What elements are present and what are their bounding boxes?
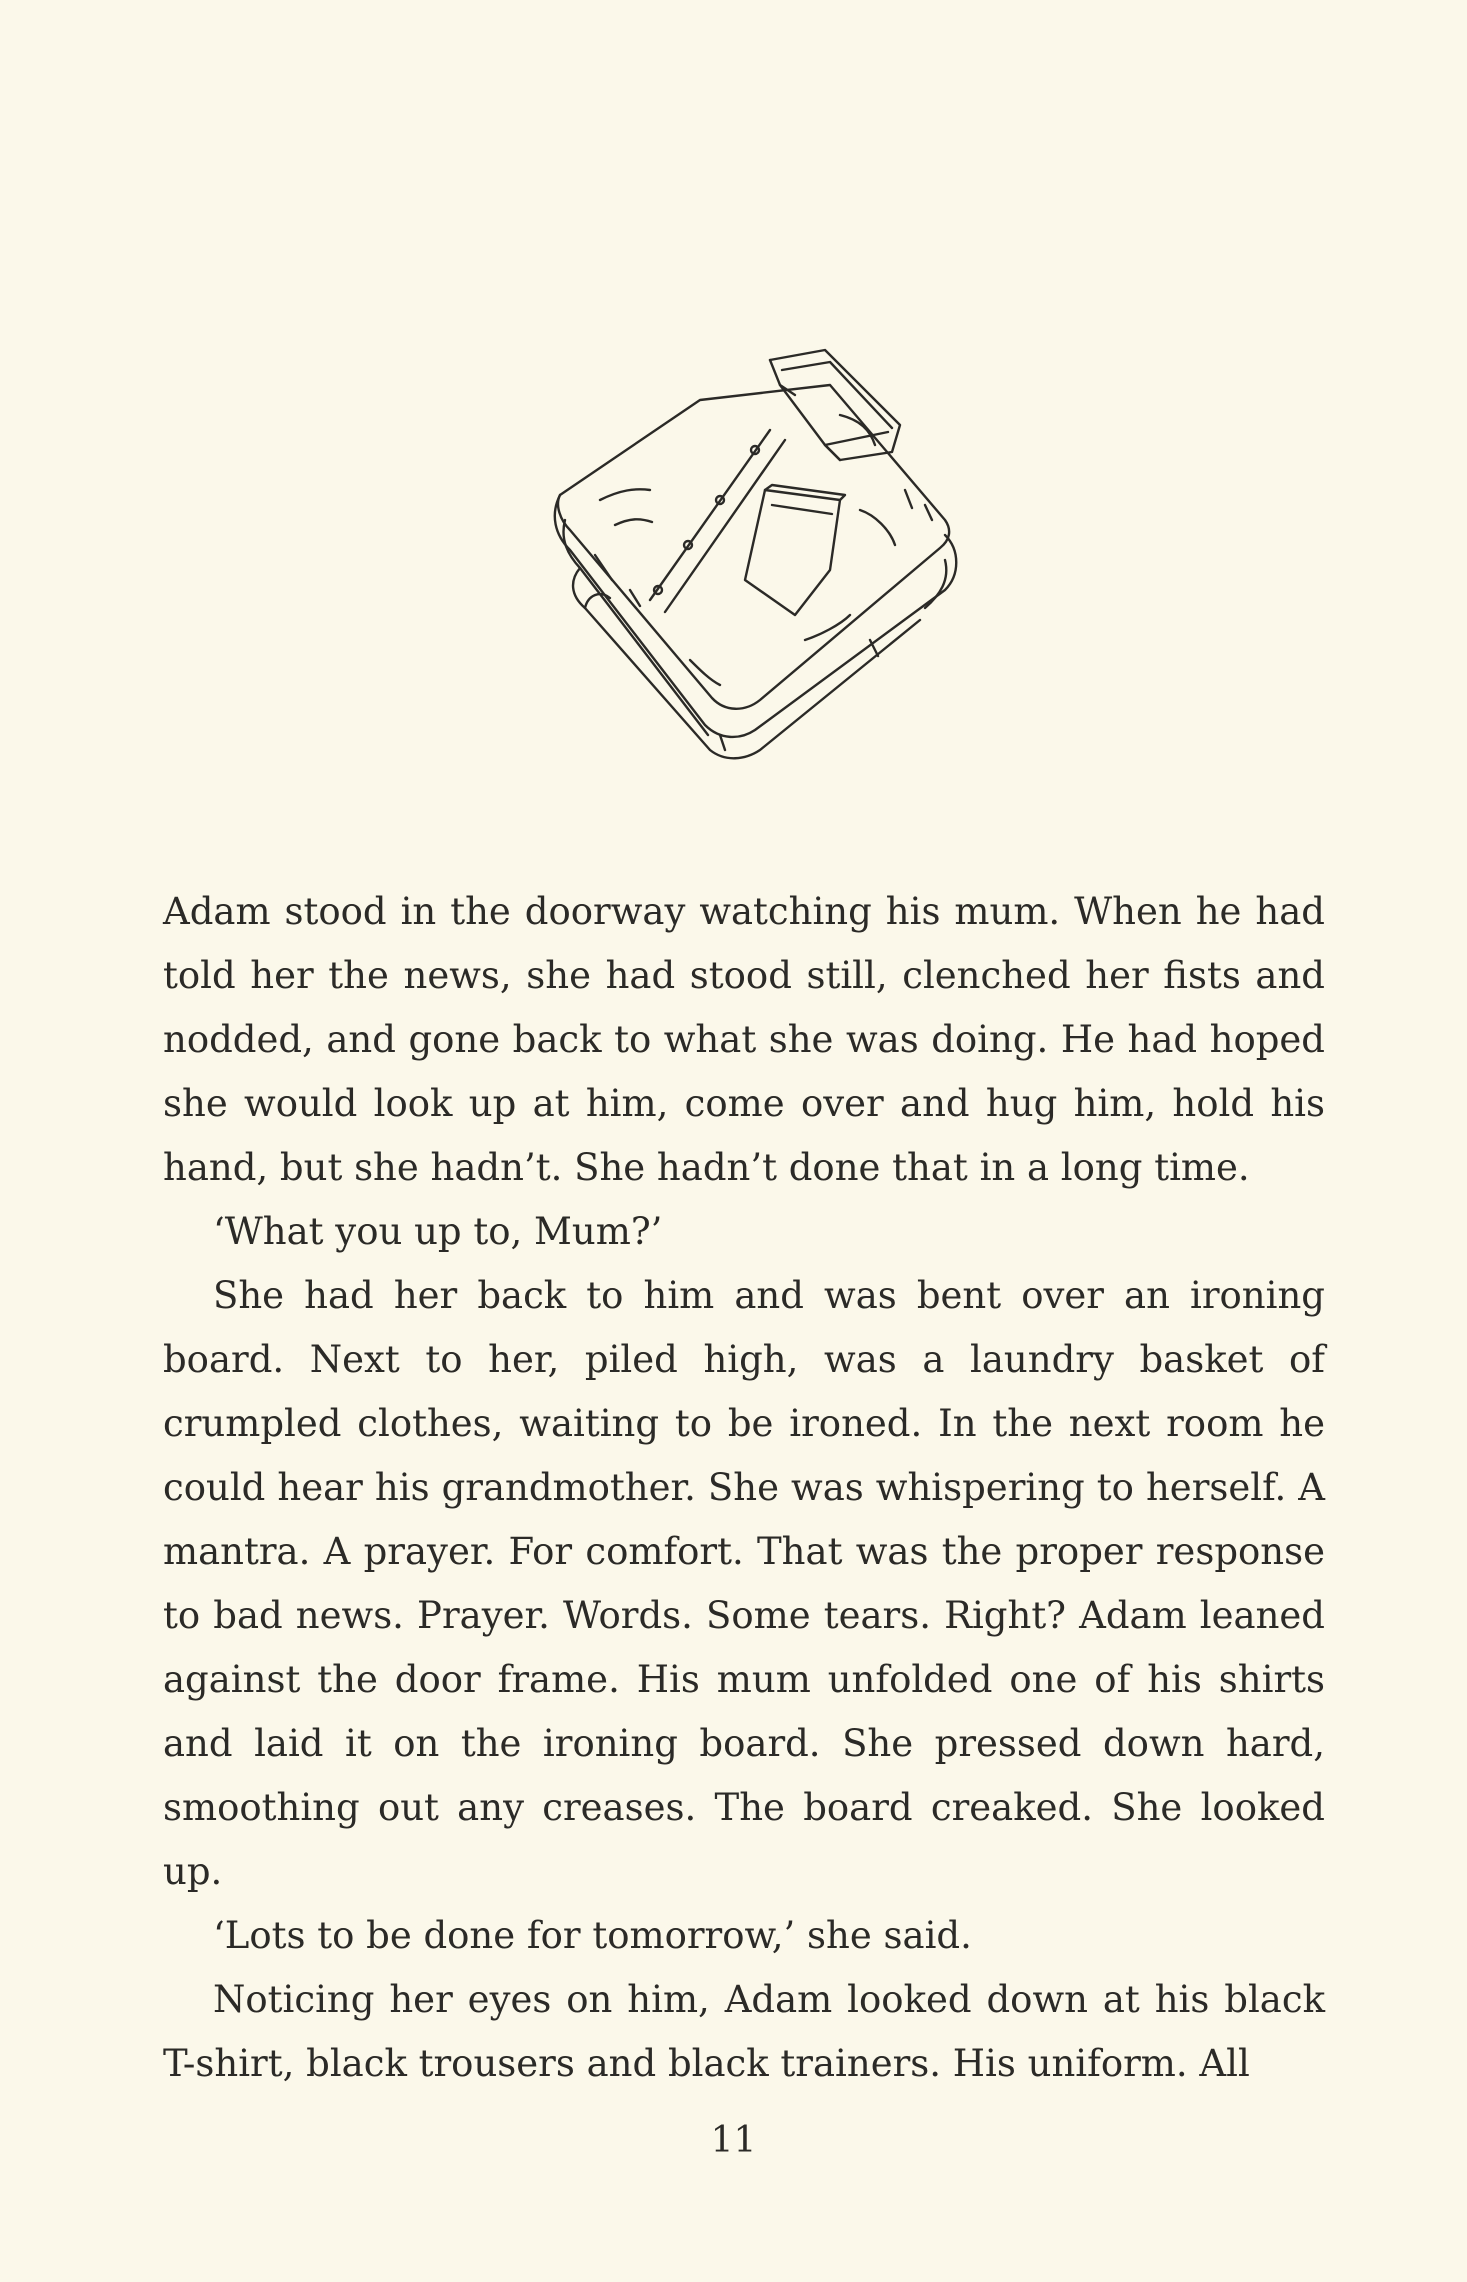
paragraph: ‘What you up to, Mum?’ bbox=[213, 1210, 663, 1253]
page-number: 11 bbox=[710, 2120, 757, 2161]
paragraph: ‘Lots to be done for tomorrow,’ she said. bbox=[213, 1914, 972, 1957]
folded-shirt-icon bbox=[540, 340, 960, 760]
paragraph: Adam stood in the doorway watching his mum. When he had told her the news, she had stood still, clenched her fists and nodded, and gone back to what she was doing. He had hoped she would look up at him, come over and hug him, hold his hand, but she hadn’t. She hadn’t done that in a long time. bbox=[163, 890, 1325, 1189]
paragraph: She had her back to him and was bent over an ironing board. Next to her, piled high, was a laundry basket of crumpled clothes, waiting to be ironed. In the next room he could hear his grandmother. She was whispering to herself. A mantra. A prayer. For comfort. That was the proper response to bad news. Prayer. Words. Some tears. Right? Adam leaned against the door frame. His mum unfolded one of his shirts and laid it on the ironing board. She pressed down hard, smoothing out any creases. The board creaked. She looked up. bbox=[163, 1274, 1325, 1893]
body-text bbox=[163, 880, 1325, 2096]
paragraph: Noticing her eyes on him, Adam looked down at his black T-shirt, black trousers and black trainers. His uniform. All bbox=[163, 1978, 1325, 2085]
